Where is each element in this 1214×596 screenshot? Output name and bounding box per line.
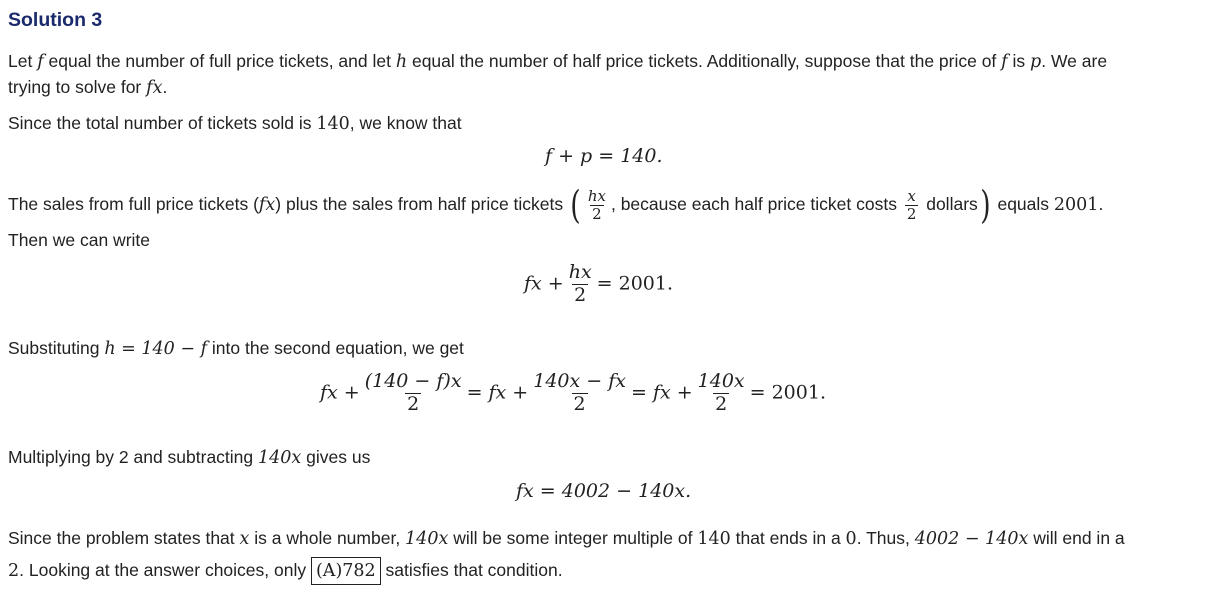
math-var: x <box>239 529 250 549</box>
boxed-answer: (A)782 <box>311 557 381 585</box>
fraction-hx-over-2 <box>567 262 594 307</box>
math-var: fx <box>258 195 276 215</box>
equation-1: f + p = 140. <box>545 145 663 167</box>
frac-numerator: (140 − f)x <box>364 370 462 392</box>
text: equal the number of full price tickets, and let <box>43 51 396 71</box>
eq-part: = 2001. <box>749 381 826 404</box>
math-number: 0 <box>845 529 857 549</box>
paragraph-2 <box>8 111 462 136</box>
paragraph-1-line-1 <box>8 49 1107 74</box>
frac-denominator: 2 <box>906 204 917 223</box>
text: . <box>162 77 168 97</box>
fraction-1 <box>363 371 464 416</box>
right-paren: ) <box>980 183 991 228</box>
equation-4: fx = 4002 − 140x. <box>516 480 692 502</box>
math-var: f <box>1001 52 1008 72</box>
equation-3 <box>320 371 826 416</box>
math-expression: 140x <box>405 529 449 549</box>
fraction-3 <box>696 371 747 416</box>
text: , we know that <box>349 113 462 133</box>
left-paren: ( <box>570 183 581 228</box>
text: is <box>1007 51 1031 71</box>
frac-numerator: 140x − fx <box>533 370 626 392</box>
paragraph-5 <box>8 336 464 361</box>
math-var: f <box>37 52 44 72</box>
eq-part: fx + <box>524 272 564 295</box>
math-number: 2001 <box>1053 195 1099 215</box>
text: Since the problem states that <box>8 528 240 548</box>
paragraph-4: Then we can write <box>8 230 151 250</box>
math-number: 140 <box>316 114 350 134</box>
text: satisfies that condition. <box>380 560 563 580</box>
text: equal the number of half price tickets. Additionally, suppose that the price of <box>407 51 1002 71</box>
frac-denominator: 2 <box>407 392 420 415</box>
text: Multiplying by 2 and subtracting <box>8 447 258 467</box>
frac-numerator: 140x <box>697 370 745 392</box>
math-number: 140 <box>697 529 731 549</box>
text: The sales from full price tickets ( <box>8 194 259 214</box>
text: . Looking at the answer choices, only <box>19 560 311 580</box>
eq-part: = 2001. <box>596 272 674 295</box>
text: . <box>1098 194 1104 214</box>
paragraph-6 <box>8 445 370 470</box>
paragraph-3 <box>8 181 1103 228</box>
math-expression: 140x <box>258 448 302 468</box>
paragraph-7-line-1 <box>8 526 1125 551</box>
text: ) plus the sales from half price tickets <box>275 194 569 214</box>
frac-denominator: 2 <box>715 392 728 415</box>
math-var: h <box>395 52 408 72</box>
text: will end in a <box>1028 528 1125 548</box>
eq-part: = fx + <box>466 381 529 404</box>
math-var: p <box>1030 52 1042 72</box>
frac-denominator: 2 <box>573 392 586 415</box>
frac-denominator: 2 <box>574 283 587 306</box>
solution-heading: Solution 3 <box>8 9 103 31</box>
text: Let <box>8 51 38 71</box>
frac-denominator: 2 <box>592 204 602 223</box>
math-expression: h = 140 − f <box>104 339 208 359</box>
eq-part: fx + <box>320 381 360 404</box>
text: trying to solve for <box>8 77 147 97</box>
text: gives us <box>301 447 371 467</box>
frac-numerator: hx <box>587 186 606 205</box>
frac-numerator: x <box>907 186 916 205</box>
frac-numerator: hx <box>568 261 592 283</box>
fraction-hx-over-2 <box>586 188 608 224</box>
paragraph-1-line-2 <box>8 75 167 100</box>
math-var: fx <box>146 78 163 98</box>
math-expression: 4002 − 140x <box>914 529 1029 549</box>
fraction-x-over-2 <box>905 188 919 224</box>
text: Since the total number of tickets sold is <box>8 113 317 133</box>
text: is a whole number, <box>249 528 406 548</box>
text: will be some integer multiple of <box>448 528 698 548</box>
eq-part: = fx + <box>630 381 693 404</box>
text: , because each half price ticket costs <box>610 194 902 214</box>
text: . We are <box>1041 51 1108 71</box>
fraction-2 <box>531 371 628 416</box>
math-number: 2 <box>8 561 20 581</box>
text: into the second equation, we get <box>207 338 464 358</box>
text: equals <box>992 194 1054 214</box>
paragraph-7-line-2 <box>8 555 563 586</box>
text: Substituting <box>8 338 105 358</box>
equation-2 <box>524 262 673 307</box>
text: that ends in a <box>730 528 846 548</box>
text: . Thus, <box>856 528 915 548</box>
text: dollars <box>921 194 978 214</box>
